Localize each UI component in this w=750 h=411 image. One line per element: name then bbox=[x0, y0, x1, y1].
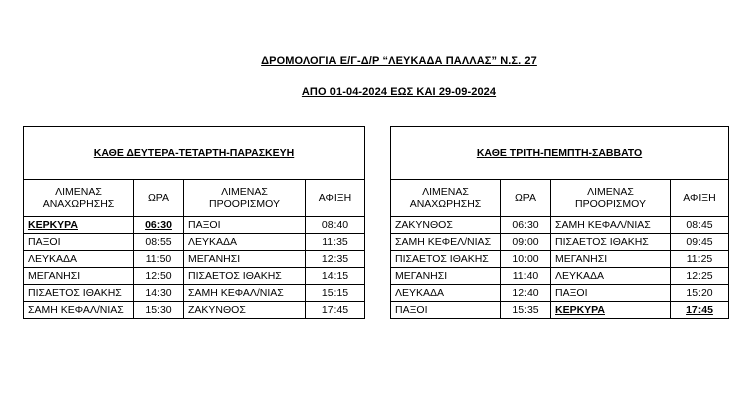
table-row bbox=[391, 217, 729, 234]
arrival-header: ΑΦΙΞΗ bbox=[671, 180, 729, 217]
arrival-cell: 15:20 bbox=[671, 285, 729, 302]
time-cell: 11:50 bbox=[134, 251, 184, 268]
destination-port-header: ΛΙΜΕΝΑΣ ΠΡΟΟΡΙΣΜΟΥ bbox=[184, 180, 306, 217]
from-cell: ΜΕΓΑΝΗΣΙ bbox=[24, 268, 134, 285]
arrival-cell: 17:45 bbox=[306, 302, 365, 319]
table-row bbox=[24, 251, 365, 268]
header-row bbox=[391, 180, 729, 217]
arrival-cell: 15:15 bbox=[306, 285, 365, 302]
to-cell: ΠΑΞΟΙ bbox=[184, 217, 306, 234]
schedule-table-tue-thu-sat bbox=[390, 126, 729, 319]
time-cell: 09:00 bbox=[501, 234, 551, 251]
arrival-cell: 12:35 bbox=[306, 251, 365, 268]
from-cell: ΜΕΓΑΝΗΣΙ bbox=[391, 268, 501, 285]
from-cell: ΠΑΞΟΙ bbox=[24, 234, 134, 251]
to-cell: ΜΕΓΑΝΗΣΙ bbox=[184, 251, 306, 268]
arrival-cell: 14:15 bbox=[306, 268, 365, 285]
to-cell: ΣΑΜΗ ΚΕΦΑΛ/ΝΙΑΣ bbox=[551, 217, 671, 234]
header-row bbox=[24, 180, 365, 217]
to-cell: ΠΑΞΟΙ bbox=[551, 285, 671, 302]
to-cell: ΠΙΣΑΕΤΟΣ ΙΘΑΚΗΣ bbox=[551, 234, 671, 251]
from-cell: ΠΑΞΟΙ bbox=[391, 302, 501, 319]
table-row bbox=[24, 268, 365, 285]
to-cell: ΛΕΥΚΑΔΑ bbox=[551, 268, 671, 285]
table-row bbox=[391, 268, 729, 285]
time-cell: 10:00 bbox=[501, 251, 551, 268]
schedule-title: ΔΡΟΜΟΛΟΓΙΑ Ε/Γ-Δ/Ρ “ΛΕΥΚΑΔΑ ΠΑΛΛΑΣ” Ν.Σ. 27 bbox=[261, 55, 537, 67]
schedule-table-mon-wed-fri bbox=[23, 126, 365, 319]
time-header: ΩΡΑ bbox=[134, 180, 184, 217]
departure-port-header: ΛΙΜΕΝΑΣ ΑΝΑΧΩΡΗΣΗΣ bbox=[391, 180, 501, 217]
to-cell: ΠΙΣΑΕΤΟΣ ΙΘΑΚΗΣ bbox=[184, 268, 306, 285]
table-row bbox=[391, 285, 729, 302]
arrival-cell: 08:45 bbox=[671, 217, 729, 234]
to-cell: ΜΕΓΑΝΗΣΙ bbox=[551, 251, 671, 268]
time-cell: 14:30 bbox=[134, 285, 184, 302]
arrival-cell: 09:45 bbox=[671, 234, 729, 251]
table-row bbox=[391, 251, 729, 268]
from-cell: ΠΙΣΑΕΤΟΣ ΙΘΑΚΗΣ bbox=[391, 251, 501, 268]
destination-port-header: ΛΙΜΕΝΑΣ ΠΡΟΟΡΙΣΜΟΥ bbox=[551, 180, 671, 217]
time-cell: 08:55 bbox=[134, 234, 184, 251]
time-cell: 12:50 bbox=[134, 268, 184, 285]
time-header: ΩΡΑ bbox=[501, 180, 551, 217]
to-cell: ΖΑΚΥΝΘΟΣ bbox=[184, 302, 306, 319]
time-cell: 06:30 bbox=[134, 217, 184, 234]
arrival-header: ΑΦΙΞΗ bbox=[306, 180, 365, 217]
from-cell: ΣΑΜΗ ΚΕΦΑΛ/ΝΙΑΣ bbox=[24, 302, 134, 319]
schedule-period: ΑΠΟ 01-04-2024 ΕΩΣ ΚΑΙ 29-09-2024 bbox=[301, 86, 497, 98]
from-cell: ΛΕΥΚΑΔΑ bbox=[391, 285, 501, 302]
time-cell: 15:35 bbox=[501, 302, 551, 319]
from-cell: ΖΑΚΥΝΘΟΣ bbox=[391, 217, 501, 234]
table-row bbox=[24, 285, 365, 302]
table-row bbox=[24, 217, 365, 234]
from-cell: ΛΕΥΚΑΔΑ bbox=[24, 251, 134, 268]
table-row bbox=[24, 302, 365, 319]
time-cell: 12:40 bbox=[501, 285, 551, 302]
to-cell: ΛΕΥΚΑΔΑ bbox=[184, 234, 306, 251]
table-row bbox=[24, 234, 365, 251]
days-label: ΚΑΘΕ ΔΕΥΤΕΡΑ-ΤΕΤΑΡΤΗ-ΠΑΡΑΣΚΕΥΗ bbox=[24, 127, 365, 180]
from-cell: ΚΕΡΚΥΡΑ bbox=[24, 217, 134, 234]
table-row bbox=[391, 302, 729, 319]
arrival-cell: 11:35 bbox=[306, 234, 365, 251]
arrival-cell: 11:25 bbox=[671, 251, 729, 268]
from-cell: ΠΙΣΑΕΤΟΣ ΙΘΑΚΗΣ bbox=[24, 285, 134, 302]
departure-port-header: ΛΙΜΕΝΑΣ ΑΝΑΧΩΡΗΣΗΣ bbox=[24, 180, 134, 217]
time-cell: 06:30 bbox=[501, 217, 551, 234]
arrival-cell: 08:40 bbox=[306, 217, 365, 234]
days-label: ΚΑΘΕ ΤΡΙΤΗ-ΠΕΜΠΤΗ-ΣΑΒΒΑΤΟ bbox=[391, 127, 729, 180]
time-cell: 15:30 bbox=[134, 302, 184, 319]
time-cell: 11:40 bbox=[501, 268, 551, 285]
to-cell: ΚΕΡΚΥΡΑ bbox=[551, 302, 671, 319]
table-row bbox=[391, 234, 729, 251]
to-cell: ΣΑΜΗ ΚΕΦΑΛ/ΝΙΑΣ bbox=[184, 285, 306, 302]
from-cell: ΣΑΜΗ ΚΕΦΕΛ/ΝΙΑΣ bbox=[391, 234, 501, 251]
arrival-cell: 17:45 bbox=[671, 302, 729, 319]
arrival-cell: 12:25 bbox=[671, 268, 729, 285]
